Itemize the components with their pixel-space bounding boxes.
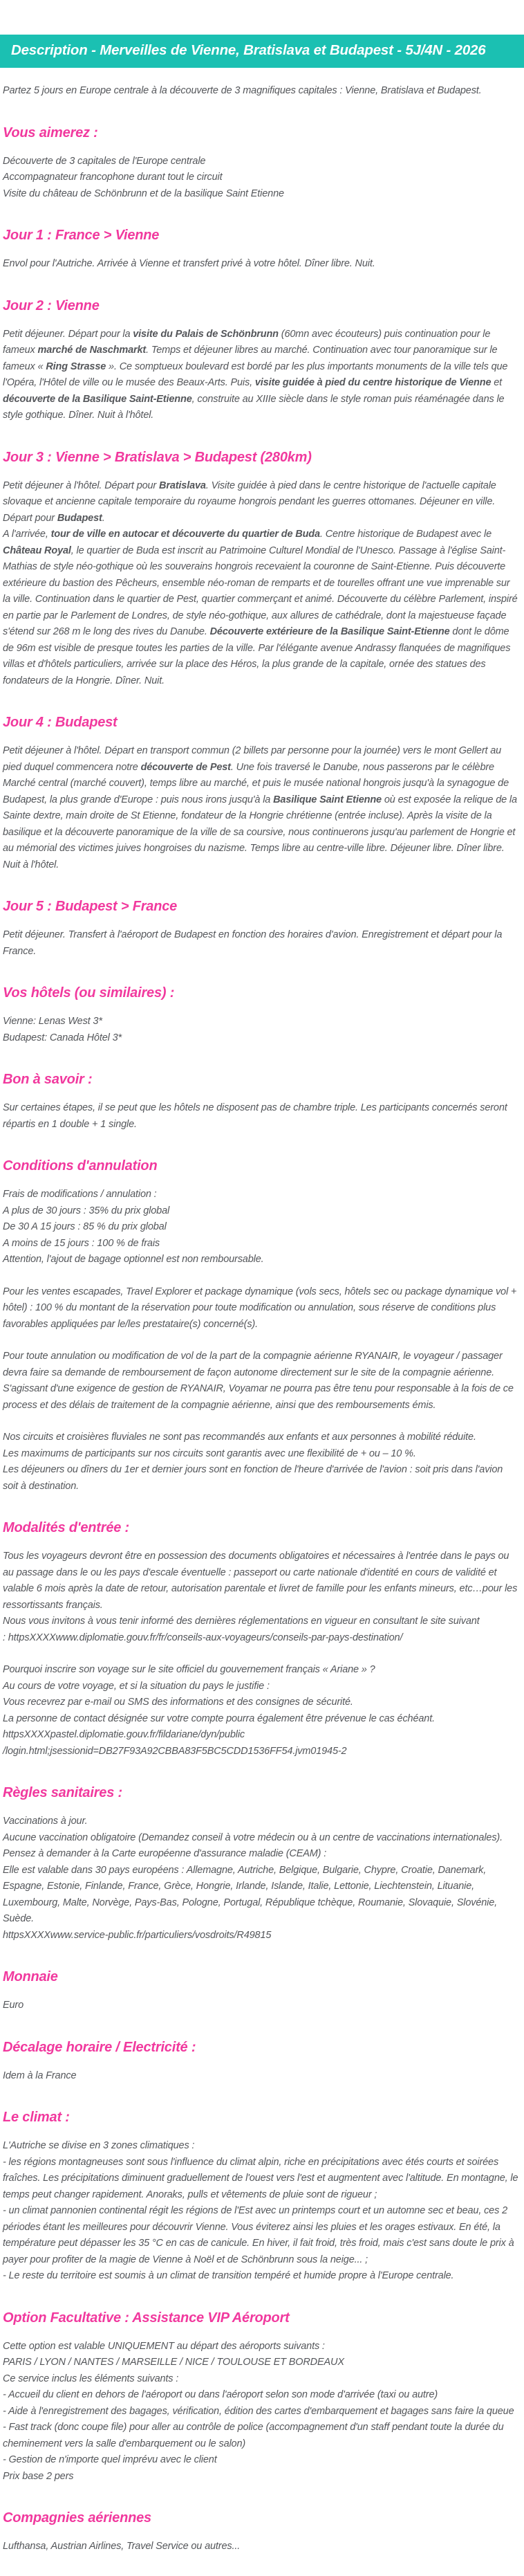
text-run: httpsXXXXpastel.diplomatie.gouv.fr/fildariane/dyn/public bbox=[3, 1729, 245, 1740]
section bbox=[3, 2039, 520, 2085]
section bbox=[3, 1158, 520, 1495]
document-content bbox=[0, 83, 524, 2555]
text-run: La personne de contact désignée sur votre compte pourra également être prévenue le cas échéant. bbox=[3, 1712, 435, 1724]
section bbox=[3, 1968, 520, 2014]
text-run: . Temps et déjeuner libres au marché. Continuation avec tour panoramique sur le fameux « bbox=[3, 345, 498, 372]
section bbox=[3, 449, 520, 690]
text-run: - Fast track (donc coupe file) pour aller au contrôle de police (accompagnement d'un staff pendant toute la durée du cheminement vers la salle d'embarquement ou le salon) bbox=[3, 2422, 504, 2449]
text-run: - un climat pannonien continental régit les régions de l'Est avec un printemps court et un automne sec et beau, ces 2 périodes étant les meilleures pour découvrir Vienne. Vous éviterez ainsi les pluies et les orages estivaux. En été, la température peut dépasser les 35 °C en cas de canicule. En hiver, il fait froid, très froid, mais c'est sans doute le prix à payer pour profiter de la magie de Vienne à Noël et de Schönbrunn sous la neige... ; bbox=[3, 2205, 514, 2265]
text-run: - Aide à l'enregistrement des bagages, vérification, édition des cartes d'embarquement et bagages sans faire la queue bbox=[3, 2405, 514, 2417]
text-run: Les déjeuners ou dîners du 1er et dernier jours sont en fonction de l'heure d'arrivée de l'avion : soit pris dans l'avion soit à destination. bbox=[3, 1464, 503, 1492]
paragraph bbox=[3, 2068, 520, 2085]
text-run: Envol pour l'Autriche. Arrivée à Vienne et transfert privé à votre hôtel. Dîner libre. Nuit. bbox=[3, 258, 375, 269]
paragraph bbox=[3, 927, 520, 960]
text-run: Pourquoi inscrire son voyage sur le site officiel du gouvernement français « Ariane » ? bbox=[3, 1664, 375, 1675]
bold-text: Découverte extérieure de la Basilique Saint-Etienne bbox=[209, 626, 450, 637]
paragraph bbox=[3, 2339, 520, 2485]
page-title: Description - Merveilles de Vienne, Bratislava et Budapest - 5J/4N - 2026 bbox=[11, 42, 486, 58]
section-heading: Le climat : bbox=[3, 2110, 70, 2125]
text-run: où est exposée la relique de la Sainte dextre, main droite de St Etienne, fondateur de la Hongrie chrétienne (entrée incluse). Après la visite de la basilique et la découverte panoramique de la ville de sa coursive, nous continuerons jusqu'au parlement de Hongrie et au mémorial des victimes juives hongroises du nazisme. Temps libre au centre-ville libre. Déjeuner libre. Dîner libre. Nuit à l'hôtel. bbox=[3, 794, 517, 870]
text-run: De 30 A 15 jours : 85 % du prix global bbox=[3, 1221, 167, 1232]
paragraph bbox=[3, 1429, 520, 1495]
text-run: L'Autriche se divise en 3 zones climatiques : bbox=[3, 2140, 195, 2151]
paragraph bbox=[3, 154, 520, 203]
text-run: et bbox=[491, 377, 503, 388]
section-heading: Jour 3 : Vienne > Bratislava > Budapest (280km) bbox=[3, 449, 312, 465]
text-run: : httpsXXXXwww.diplomatie.gouv.fr/fr/conseils-aux-voyageurs/conseils-par-pays-destination/ bbox=[3, 1632, 403, 1643]
paragraph bbox=[3, 1284, 520, 1333]
paragraph bbox=[3, 743, 520, 873]
section-heading: Option Facultative : Assistance VIP Aéroport bbox=[3, 2310, 290, 2326]
text-run: Lufthansa, Austrian Airlines, Travel Service ou autres... bbox=[3, 2541, 241, 2552]
text-run: , le quartier de Buda est inscrit au Patrimoine Culturel Mondial de l'Unesco. Passage à l'église Saint-Mathias de style néo-gothique où les souverains hongrois recevaient la couronne de Saint-Etienne. Puis découverte extérieure du bastion des Pêcheurs, ensemble néo-roman de remparts et de tourelles offrant une vue imprenable sur la ville. Continuation dans le quartier de Pest, quartier commerçant et animé. Découverte du célèbre Parlement, inspiré en partie par le Parlement de Londres, de style néo-gothique, aux allures de cathédrale, dont la majestueuse façade s'étend sur 268 m le long des rives du Danube. bbox=[3, 545, 518, 637]
text-run: Petit déjeuner. Transfert à l'aéroport de Budapest en fonction des horaires d'avion. Enregistrement et départ pour la France. bbox=[3, 929, 503, 957]
text-run: Sur certaines étapes, il se peut que les hôtels ne disposent pas de chambre triple. Les participants concernés seront répartis en 1 double + 1 single. bbox=[3, 1102, 507, 1130]
section-heading: Conditions d'annulation bbox=[3, 1158, 158, 1173]
paragraph bbox=[3, 1662, 520, 1760]
text-run: Elle est valable dans 30 pays européens : Allemagne, Autriche, Belgique, Bulgarie, Chypre, Croatie, Danemark, Espagne, Estonie, Finlande, France, Grèce, Hongrie, Irlande, Islande, Italie, Lettonie, Liechtenstein, Lituanie, Luxembourg, Malte, Norvège, Pays-Bas, Pologne, Portugal, République tchèque, Roumanie, Slovaquie, Slovénie, Suède. bbox=[3, 1864, 498, 1924]
paragraph bbox=[3, 1187, 520, 1268]
text-run: Petit déjeuner. Départ pour la bbox=[3, 328, 133, 340]
section-heading: Décalage horaire / Electricité : bbox=[3, 2039, 196, 2055]
text-run: (60mn avec écouteurs) puis continuation pour le fameux bbox=[3, 328, 491, 356]
section bbox=[3, 1519, 520, 1760]
paragraph bbox=[3, 1549, 520, 1646]
text-run: Tous les voyageurs devront être en possession des documents obligatoires et nécessaires à l'entrée dans le pays ou au passage dans le ou les pays d'escale éventuelle : passeport ou carte nationale d'identité en cours de validité et valable 6 mois après la date de retour, autorisation parentale et livret de famille pour les enfants mineurs, etc…pour les ressortissants français. bbox=[3, 1551, 518, 1611]
bold-text: découverte de la Basilique Saint-Etienne bbox=[3, 393, 192, 405]
text-run: . Une fois traversé le Danube, nous passerons par le célèbre Marché central (marché couvert), temps libre au marché, et puis le musée national hongrois jusqu'à la synagogue de Budapest, la plus grande d'Europe : puis nous irons jusqu'à la bbox=[3, 761, 509, 805]
section bbox=[3, 125, 520, 203]
text-run: Nous vous invitons à vous tenir informé des dernières réglementations en vigueur en consultant le site suivant bbox=[3, 1616, 480, 1627]
text-run: Nos circuits et croisières fluviales ne sont pas recommandés aux enfants et aux personnes à mobilité réduite. bbox=[3, 1432, 476, 1443]
section bbox=[3, 1071, 520, 1133]
text-run: Pour toute annulation ou modification de vol de la part de la compagnie aérienne RYANAIR, le voyageur / passager devra faire sa demande de remboursement de façon autonome directement sur le site de la compagnie aérienne. S'agissant d'une exigence de gestion de RYANAIR, Voyamar ne pourra pas être tenu pour responsable à la fois de ce process et des délais de traitement de la compagnie aérienne, ainsi que des remboursements émis. bbox=[3, 1351, 514, 1411]
text-run: . bbox=[102, 512, 105, 524]
text-run: . Visite guidée à pied dans le centre historique de l'actuelle capitale slovaque et ancienne capitale temporaire du royaume hongrois pendant les guerres ottomanes. Déjeuner en ville. Départ pour bbox=[3, 479, 496, 524]
text-run: Les maximums de participants sur nos circuits sont garantis avec une flexibilité de + ou – 10 %. bbox=[3, 1447, 416, 1459]
text-run: Pensez à demander à la Carte européenne d'assurance maladie (CEAM) : bbox=[3, 1848, 327, 1859]
section bbox=[3, 1784, 520, 1944]
text-run: Euro bbox=[3, 2000, 24, 2011]
text-run: Petit déjeuner à l'hôtel. Départ pour bbox=[3, 479, 159, 491]
text-run: Petit déjeuner à l'hôtel. Départ en transport commun (2 billets par personne pour la journée) vers le mont Gellert au pied duquel commencera notre bbox=[3, 745, 502, 773]
text-run: Accompagnateur francophone durant tout le circuit bbox=[3, 172, 223, 183]
bold-text: Basilique Saint Etienne bbox=[273, 794, 382, 805]
bold-text: Ring Strasse bbox=[46, 360, 106, 372]
bold-text: Bratislava bbox=[159, 479, 206, 491]
text-run: Prix base 2 pers bbox=[3, 2470, 74, 2482]
section-heading: Jour 2 : Vienne bbox=[3, 298, 100, 313]
text-run: - Gestion de n'importe quel imprévu avec le client bbox=[3, 2454, 217, 2465]
text-run: Au cours de votre voyage, et si la situation du pays le justifie : bbox=[3, 1680, 270, 1692]
text-run: Frais de modifications / annulation : bbox=[3, 1189, 157, 1200]
text-run: - Le reste du territoire est soumis à un climat de transition tempéré et humide propre à l'Europe centrale. bbox=[3, 2270, 454, 2281]
paragraph bbox=[3, 2138, 520, 2285]
text-run: Attention, l'ajout de bagage optionnel est non remboursable. bbox=[3, 1254, 264, 1265]
section bbox=[3, 227, 520, 273]
text-run: A plus de 30 jours : 35% du prix global bbox=[3, 1205, 170, 1216]
paragraph bbox=[3, 1998, 520, 2014]
section-heading: Vous aimerez : bbox=[3, 125, 98, 140]
bold-text: marché de Naschmarkt bbox=[37, 345, 147, 356]
text-run: Visite du château de Schönbrunn et de la basilique Saint Etienne bbox=[3, 188, 284, 199]
section bbox=[3, 898, 520, 960]
text-run: /login.html;jsessionid=DB27F93A92CBBA83F5BC5CDD1536FF54.jvm01945-2 bbox=[3, 1745, 347, 1757]
text-run: httpsXXXXwww.service-public.fr/particuliers/vosdroits/R49815 bbox=[3, 1929, 272, 1941]
text-run: Vous recevrez par e-mail ou SMS des informations et des consignes de sécurité. bbox=[3, 1697, 353, 1708]
text-run: ». Ce somptueux boulevard est bordé par les plus importants monuments de la ville tels que l'Opéra, l'Hôtel de ville ou le musée des Beaux-Arts. Puis, bbox=[3, 360, 508, 388]
bold-text: visite guidée à pied du centre historique de Vienne bbox=[254, 377, 492, 388]
bold-text: tour de ville en autocar et découverte du quartier de Buda bbox=[50, 529, 320, 540]
text-run: Pour les ventes escapades, Travel Explorer et package dynamique (vols secs, hôtels sec ou package dynamique vol + hôtel) : 100 % du montant de la réservation pour toute modification ou annulation, sous réserve de conditions plus favorables appliquées par le/les prestataire(s) concerné(s). bbox=[3, 1286, 517, 1330]
section-heading: Jour 5 : Budapest > France bbox=[3, 899, 178, 914]
paragraph bbox=[3, 1349, 520, 1414]
intro-paragraph: Partez 5 jours en Europe centrale à la découverte de 3 magnifiques capitales : Vienne, Bratislava et Budapest. bbox=[3, 85, 482, 96]
paragraph bbox=[3, 1814, 520, 1944]
section bbox=[3, 985, 520, 1046]
text-run: Cette option est valable UNIQUEMENT au départ des aéroports suivants : bbox=[3, 2340, 325, 2352]
text-run: Vienne: Lenas West 3* bbox=[3, 1016, 102, 1027]
section-heading: Règles sanitaires : bbox=[3, 1785, 122, 1800]
text-run: A l'arrivée, bbox=[3, 529, 51, 540]
bold-text: Budapest bbox=[57, 512, 102, 524]
section-heading: Modalités d'entrée : bbox=[3, 1520, 130, 1535]
text-run: - Accueil du client en dehors de l'aéroport ou dans l'aéroport selon son mode d'arrivée (taxi ou autre) bbox=[3, 2389, 438, 2400]
paragraph bbox=[3, 256, 520, 273]
text-run: Découverte de 3 capitales de l'Europe centrale bbox=[3, 155, 206, 167]
text-run: Aucune vaccination obligatoire (Demandez conseil à votre médecin ou à un centre de vaccinations internationales). bbox=[3, 1831, 503, 1843]
paragraph bbox=[3, 478, 520, 690]
text-run: - les régions montagneuses sont sous l'influence du climat alpin, riche en précipitations avec étés courts et soirées fraîches. Les précipitations diminuent graduellement de l'ouest vers l'est et augmentent avec l'altitude. En montagne, le temps peut changer rapidement. Anoraks, pulls et vêtements de pluie sont de rigueur ; bbox=[3, 2156, 518, 2200]
section-heading: Jour 4 : Budapest bbox=[3, 715, 118, 730]
sections bbox=[3, 125, 520, 2555]
paragraph bbox=[3, 1100, 520, 1133]
section-heading: Bon à savoir : bbox=[3, 1072, 93, 1087]
section-heading: Jour 1 : France > Vienne bbox=[3, 228, 160, 243]
section bbox=[3, 2510, 520, 2555]
paragraph bbox=[3, 1014, 520, 1046]
bold-text: Château Royal bbox=[3, 545, 71, 556]
section-heading: Monnaie bbox=[3, 1969, 58, 1984]
bold-text: découverte de Pest bbox=[140, 761, 231, 773]
text-run: PARIS / LYON / NANTES / MARSEILLE / NICE / TOULOUSE ET BORDEAUX bbox=[3, 2357, 344, 2368]
section bbox=[3, 2310, 520, 2485]
text-run: Idem à la France bbox=[3, 2070, 77, 2081]
paragraph bbox=[3, 327, 520, 424]
text-run: A moins de 15 jours : 100 % de frais bbox=[3, 1237, 160, 1249]
text-run: dont le dôme de 96m est visible de presque toutes les parties de la ville. Par l'élégante avenue Andrassy flanquées de magnifiques villas et d'hôtels particuliers, arrivée sur la place des Héros, la plus grande de la capitale, ornée des statues des fondateurs de la Hongrie. Dîner. Nuit. bbox=[3, 626, 511, 686]
title-band bbox=[0, 35, 524, 68]
section bbox=[3, 2109, 520, 2285]
section-heading: Vos hôtels (ou similaires) : bbox=[3, 985, 175, 1001]
bold-text: visite du Palais de Schönbrunn bbox=[133, 328, 279, 340]
section-heading: Compagnies aériennes bbox=[3, 2510, 151, 2525]
text-run: Budapest: Canada Hôtel 3* bbox=[3, 1032, 122, 1043]
text-run: . Centre historique de Budapest avec le bbox=[319, 529, 492, 540]
section bbox=[3, 298, 520, 424]
section bbox=[3, 714, 520, 873]
text-run: Ce service inclus les éléments suivants : bbox=[3, 2373, 179, 2384]
text-run: , construite au XIIIe siècle dans le style roman puis réaménagée dans le style gothique. Dîner. Nuit à l'hôtel. bbox=[3, 393, 505, 421]
text-run: Vaccinations à jour. bbox=[3, 1816, 88, 1827]
paragraph bbox=[3, 2539, 520, 2555]
